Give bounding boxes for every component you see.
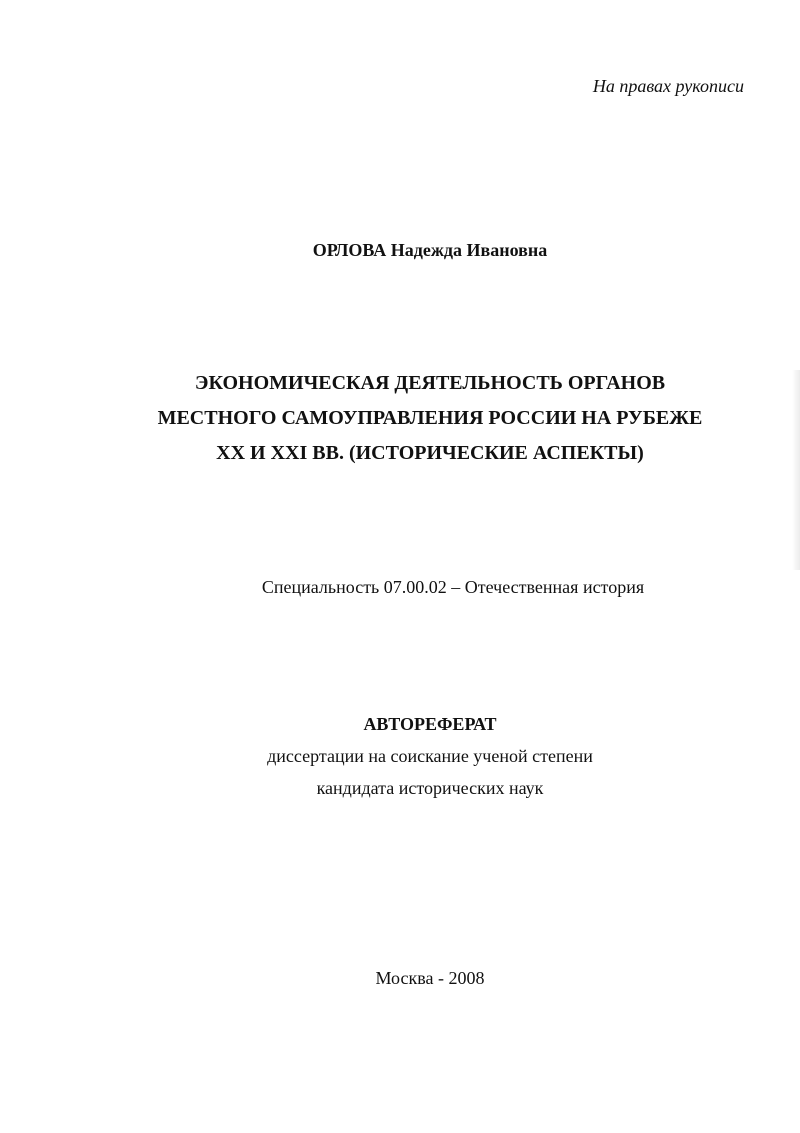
author-name: ОРЛОВА Надежда Ивановна	[312, 240, 548, 260]
rights-note: На правах рукописи	[592, 76, 744, 96]
abstract-line-2: кандидата исторических наук	[316, 778, 544, 798]
dissertation-title	[0, 366, 800, 471]
abstract-heading: АВТОРЕФЕРАТ	[363, 714, 497, 734]
abstract-line-1: диссертации на соискание ученой степени	[267, 746, 593, 766]
title-line-1: ЭКОНОМИЧЕСКАЯ ДЕЯТЕЛЬНОСТЬ ОРГАНОВ	[194, 372, 666, 394]
specialty-line: Специальность 07.00.02 – Отечественная история	[261, 577, 645, 597]
title-line-2: МЕСТНОГО САМОУПРАВЛЕНИЯ РОССИИ НА РУБЕЖЕ	[157, 407, 703, 429]
title-line-3: XX И XXI ВВ. (ИСТОРИЧЕСКИЕ АСПЕКТЫ)	[216, 442, 644, 464]
abstract-block	[0, 708, 800, 804]
place-year: Москва - 2008	[375, 968, 485, 988]
